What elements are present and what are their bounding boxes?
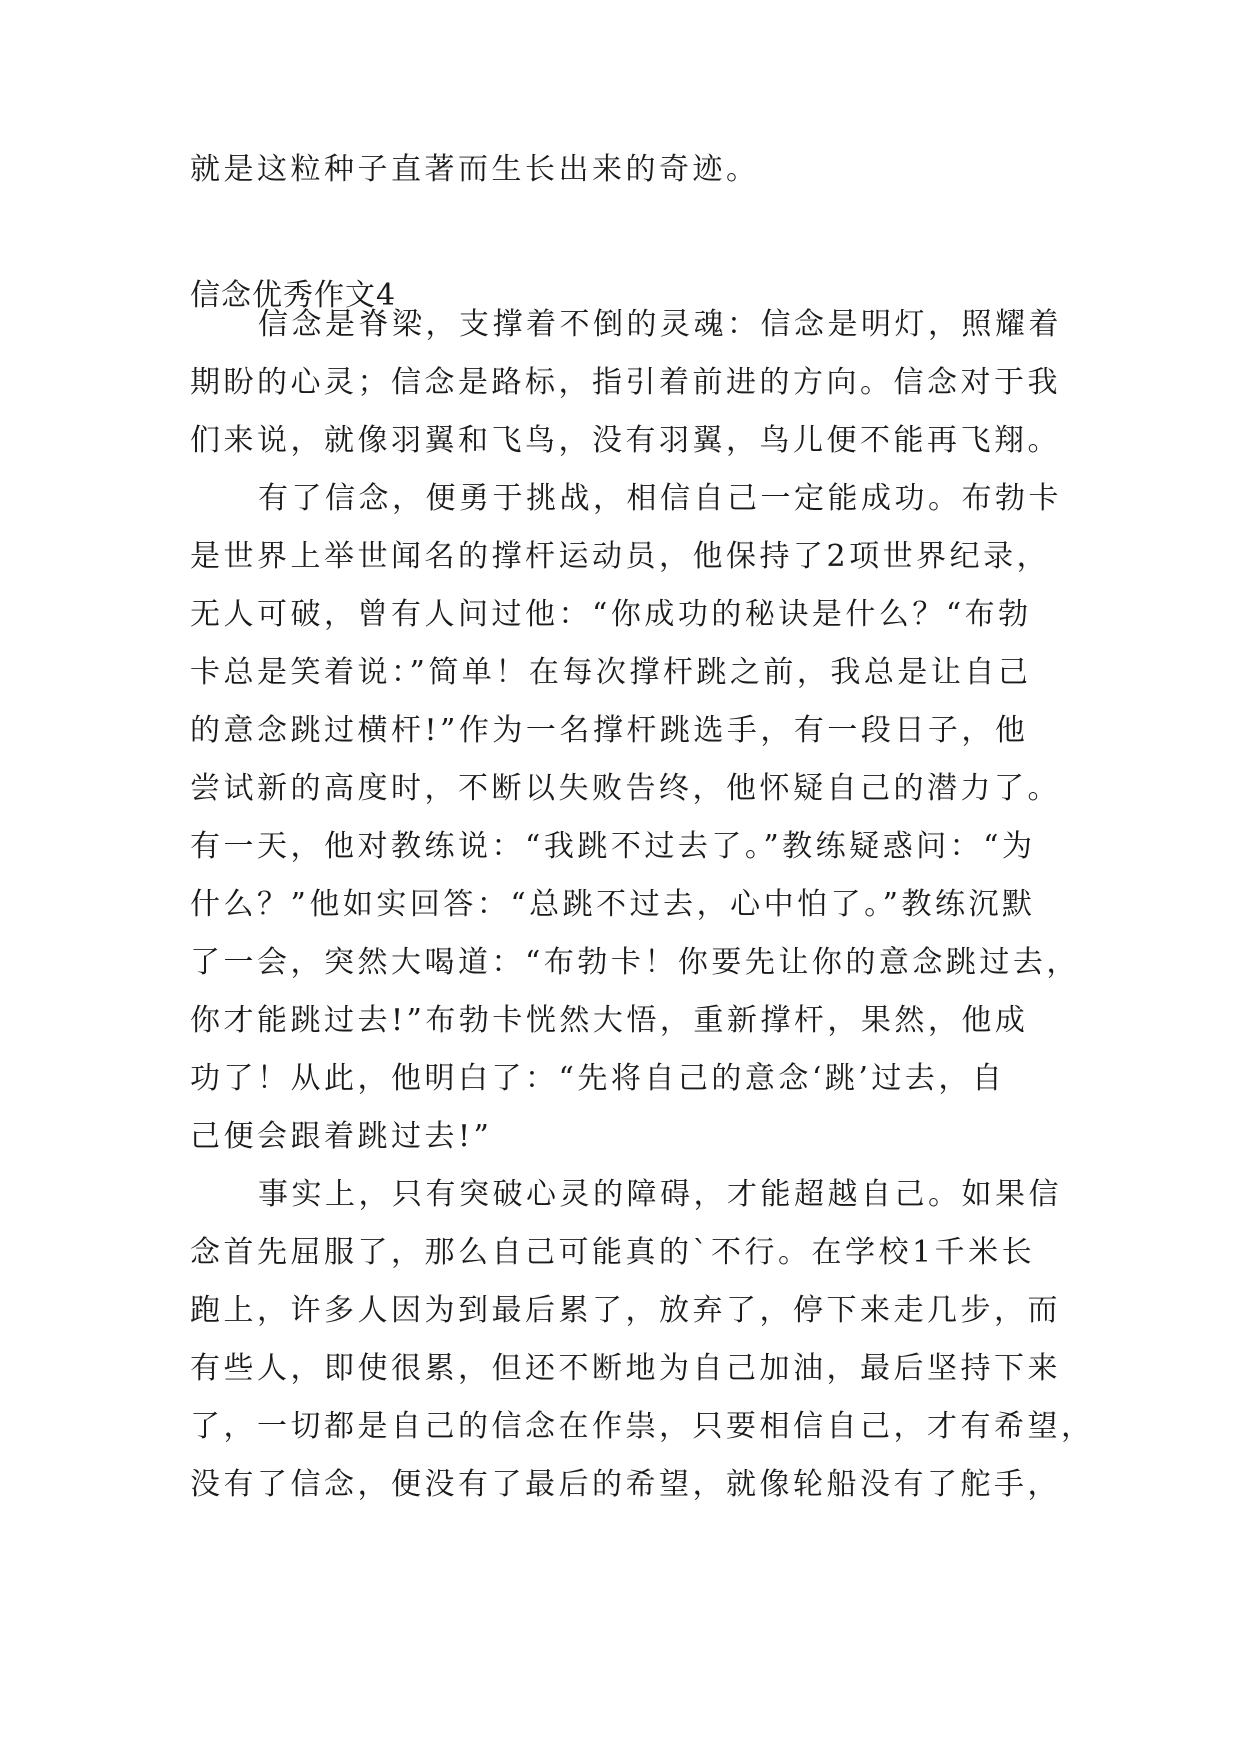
section-heading: 信念优秀作文4 <box>190 278 397 313</box>
paragraph-line: 念首先屈服了，那么自己可能真的`不行。在学校1千米长 <box>190 1235 1036 1270</box>
paragraph-line: 们来说，就像羽翼和飞鸟，没有羽翼，鸟儿便不能再飞翔。 <box>190 423 1061 458</box>
paragraph-line: 己便会跟着跳过去!” <box>190 1119 493 1154</box>
paragraph-line: 无人可破，曾有人问过他：“你成功的秘诀是什么？“布勃 <box>190 597 1032 632</box>
paragraph-line: 信念是脊梁，支撑着不倒的灵魂：信念是明灯，照耀着 <box>258 307 1062 342</box>
paragraph-line: 有些人，即使很累，但还不断地为自己加油，最后坚持下来 <box>190 1351 1061 1386</box>
paragraph-line: 卡总是笑着说：”简单！在每次撑杆跳之前，我总是让自己 <box>190 655 1032 690</box>
paragraph-1 <box>190 296 1060 470</box>
paragraph-2 <box>190 470 1080 1166</box>
continuation-line: 就是这粒种子直著而生长出来的奇迹。 <box>190 152 760 187</box>
paragraph-line: 事实上，只有突破心灵的障碍，才能超越自己。如果信 <box>258 1177 1062 1212</box>
paragraph-line: 你才能跳过去!”布勃卡恍然大悟，重新撑杆，果然，他成 <box>190 1003 1029 1038</box>
paragraph-line: 了一会，突然大喝道：“布勃卡！你要先让你的意念跳过去， <box>190 945 1080 980</box>
paragraph-line: 有一天，他对教练说：“我跳不过去了。”教练疑惑问：“为 <box>190 829 1036 864</box>
paragraph-line: 有了信念，便勇于挑战，相信自己一定能成功。布勃卡 <box>258 481 1062 516</box>
paragraph-line: 什么？”他如实回答：“总跳不过去，心中怕了。”教练沉默 <box>190 887 1036 922</box>
continuation-paragraph <box>190 141 1060 199</box>
paragraph-line: 没有了信念，便没有了最后的希望，就像轮船没有了舵手， <box>190 1467 1061 1502</box>
paragraph-line: 期盼的心灵；信念是路标，指引着前进的方向。信念对于我 <box>190 365 1061 400</box>
paragraph-line: 功了！从此，他明白了：“先将自己的意念‘跳’过去，自 <box>190 1061 1006 1096</box>
paragraph-line: 的意念跳过横杆!”作为一名撑杆跳选手，有一段日子，他 <box>190 713 1029 748</box>
paragraph-line: 了，一切都是自己的信念在作祟，只要相信自己，才有希望， <box>190 1409 1095 1444</box>
paragraph-line: 跑上，许多人因为到最后累了，放弃了，停下来走几步，而 <box>190 1293 1061 1328</box>
paragraph-3 <box>190 1166 1095 1514</box>
paragraph-line: 尝试新的高度时，不断以失败告终，他怀疑自己的潜力了。 <box>190 771 1061 806</box>
paragraph-line: 是世界上举世闻名的撑杆运动员，他保持了2项世界纪录， <box>190 539 1051 574</box>
